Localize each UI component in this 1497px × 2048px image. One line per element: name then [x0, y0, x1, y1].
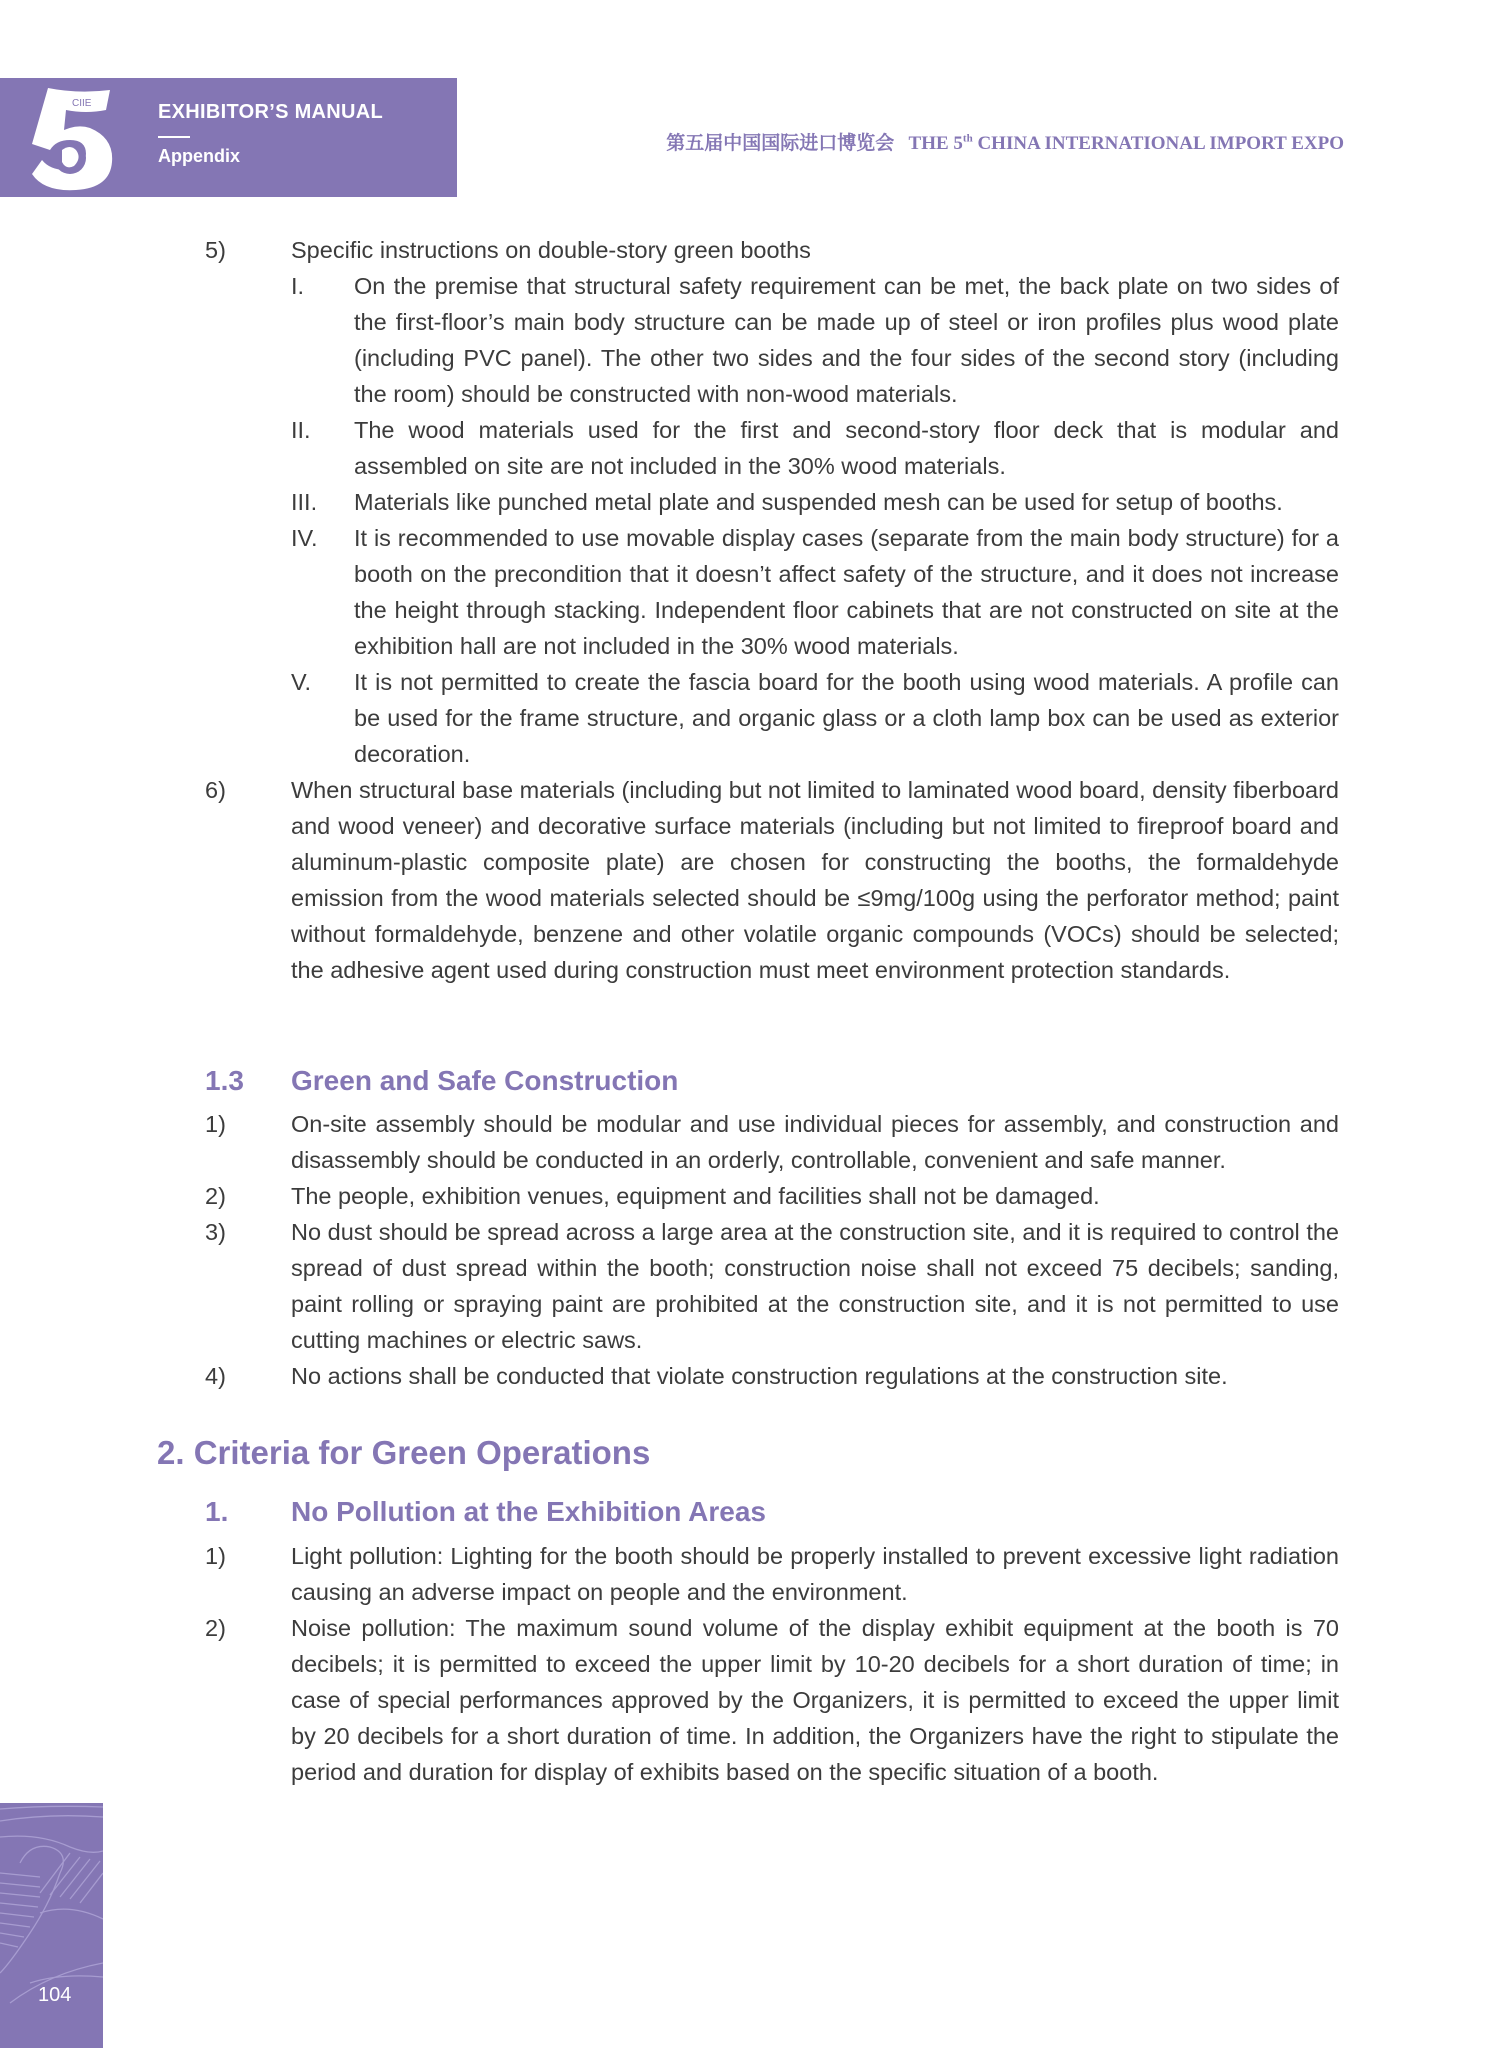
item-number: 4) [205, 1363, 226, 1389]
manual-subtitle: Appendix [158, 146, 241, 166]
item-text: No actions shall be conducted that violate construction regulations at the construction site. [291, 1363, 1228, 1389]
item-text: Noise pollution: The maximum sound volume of the display exhibit equipment at the booth is 70 decibels; it is permitted to exceed the upper limit by 10-20 decibels for a short duration of time; in case of special performances approved by the Organizers, it is permitted to exceed the upper limit by 20 decibels for a short duration of time. In addition, the Organizers have the right to stipulate the period and duration for display of exhibits based on the specific situation of a booth. [291, 1615, 1339, 1785]
item-number: 2) [205, 1615, 226, 1641]
expo-title-en-sup: th [962, 132, 973, 145]
item-text: When structural base materials (including but not limited to laminated wood board, density fiberboard and wood veneer) and decorative surface materials (including but not limited to fireproof board and aluminum-plastic composite plate) are chosen for constructing the booths, the formaldehyde emission from the wood materials selected should be ≤9mg/100g using the perforator method; paint without formaldehyde, benzene and other volatile organic compounds (VOCs) should be selected; the adhesive agent used during construction must meet environment protection standards. [291, 777, 1339, 983]
item-text: Specific instructions on double-story green booths [291, 237, 811, 263]
subitem-text: It is recommended to use movable display cases (separate from the main body structure) for a booth on the precondition that it doesn’t affect safety of the structure, and it does not increase the height through stacking. Independent floor cabinets that are not constructed on site at the exhibition hall are not included in the 30% wood materials. [354, 525, 1339, 659]
subitem-number: IV. [291, 525, 318, 551]
item-text: The people, exhibition venues, equipment and facilities shall not be damaged. [291, 1183, 1100, 1209]
subitem-number: I. [291, 273, 305, 299]
ciie-logo-icon [26, 84, 114, 192]
item-text: On-site assembly should be modular and use individual pieces for assembly, and construction and disassembly should be conducted in an orderly, controllable, convenient and safe manner. [291, 1111, 1339, 1173]
item-number: 3) [205, 1219, 226, 1245]
subitem-number: III. [291, 489, 318, 515]
footer-side-band [0, 1803, 103, 2048]
section-title: No Pollution at the Exhibition Areas [291, 1496, 766, 1527]
subitem-text: It is not permitted to create the fascia board for the booth using wood materials. A profile can be used for the frame structure, and organic glass or a cloth lamp box can be used as exterior decoration. [354, 669, 1339, 767]
subitem-number: V. [291, 669, 312, 695]
subitem-text: Materials like punched metal plate and suspended mesh can be used for setup of booths. [354, 489, 1283, 515]
subitem-text: The wood materials used for the first and second-story floor deck that is modular and assembled on site are not included in the 30% wood materials. [354, 417, 1339, 479]
expo-title [666, 128, 1344, 155]
section-title: Green and Safe Construction [291, 1065, 679, 1096]
subitem-text: On the premise that structural safety requirement can be met, the back plate on two sides of the first-floor’s main body structure can be made up of steel or iron profiles plus wood plate (including PVC panel). The other two sides and the four sides of the second story (including the room) should be constructed with non-wood materials. [354, 273, 1339, 407]
expo-title-cn: 第五届中国国际进口博览会 [666, 133, 895, 154]
item-number: 5) [205, 237, 226, 263]
expo-title-en-pre: THE 5 [908, 133, 963, 154]
section-number: 1. [205, 1496, 229, 1527]
item-number: 1) [205, 1543, 226, 1569]
item-text: No dust should be spread across a large area at the construction site, and it is required to control the spread of dust spread within the booth; construction noise shall not exceed 75 decibels; sanding, paint rolling or spraying paint are prohibited at the construction site, and it is not permitted to use cutting machines or electric saws. [291, 1219, 1339, 1353]
chapter-title: 2. Criteria for Green Operations [157, 1434, 651, 1471]
decorative-pattern-icon [0, 1803, 103, 2048]
item-number: 6) [205, 777, 226, 803]
page-number: 104 [38, 1984, 72, 2006]
subitem-number: II. [291, 417, 311, 443]
header-divider [158, 136, 190, 138]
item-text: Light pollution: Lighting for the booth should be properly installed to prevent excessive light radiation causing an adverse impact on people and the environment. [291, 1543, 1339, 1605]
item-number: 1) [205, 1111, 226, 1137]
svg-text:CIIE: CIIE [72, 98, 92, 109]
item-number: 2) [205, 1183, 226, 1209]
expo-title-en-post: CHINA INTERNATIONAL IMPORT EXPO [972, 133, 1344, 154]
section-number: 1.3 [205, 1065, 244, 1096]
manual-title: EXHIBITOR’S MANUAL [158, 101, 384, 123]
